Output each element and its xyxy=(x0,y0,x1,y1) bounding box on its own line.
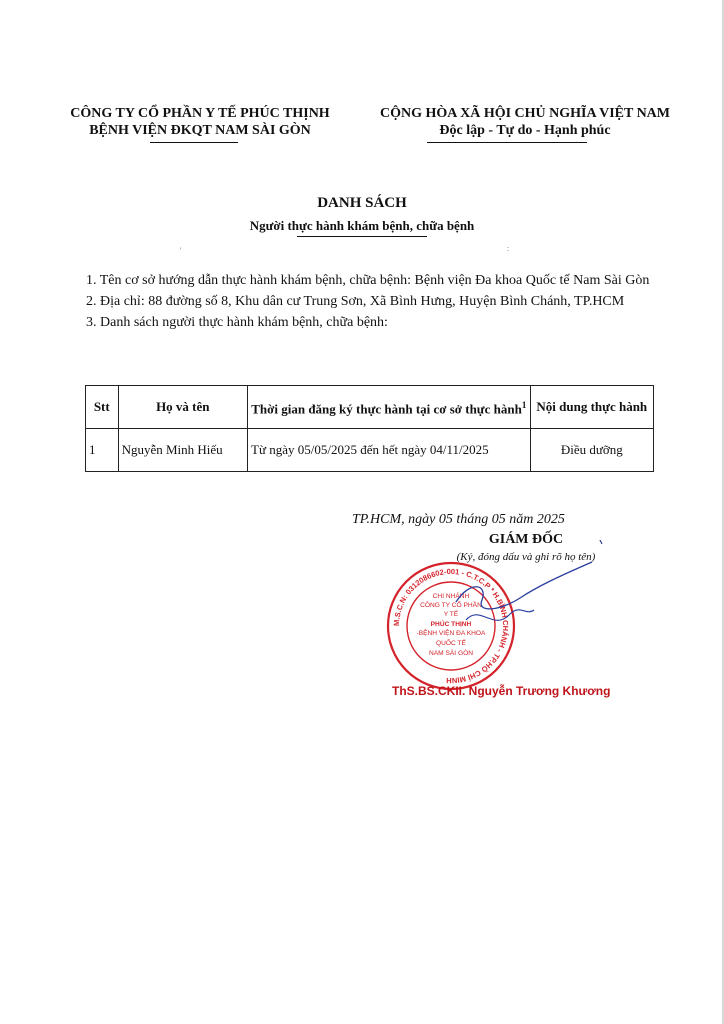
national-name: CỘNG HÒA XÃ HỘI CHỦ NGHĨA VIỆT NAM xyxy=(379,106,670,121)
signature-note: (Ký, đóng dấu và ghi rõ họ tên) xyxy=(456,551,596,563)
table-row xyxy=(86,429,654,472)
table-header-row xyxy=(86,386,654,429)
director-title: GIÁM ĐỐC xyxy=(488,532,564,547)
subtitle-underline xyxy=(297,236,427,237)
cell-time: Từ ngày 05/05/2025 đến hết ngày 04/11/2025 xyxy=(248,429,531,472)
header-time-text: Thời gian đăng ký thực hành tại cơ sở thực hành xyxy=(251,401,522,417)
header-name: Họ và tên xyxy=(118,386,247,429)
hospital-name: BỆNH VIỆN ĐKQT NAM SÀI GÒN xyxy=(89,123,311,138)
signature-stroke xyxy=(466,610,534,620)
document-subtitle: Người thực hành khám bệnh, chữa bệnh xyxy=(249,218,475,233)
national-motto: Độc lập - Tự do - Hạnh phúc xyxy=(439,123,611,138)
cell-name: Nguyễn Minh Hiếu xyxy=(118,429,247,472)
stamp-line: -BỆNH VIỆN ĐA KHOA xyxy=(416,630,486,637)
stamp-line: PHÚC THỊNH xyxy=(430,621,472,628)
organization-header xyxy=(40,105,360,139)
header-stt: Stt xyxy=(86,386,119,429)
footnote-mark: 1 xyxy=(521,399,527,410)
stamp-line: CHI NHÁNH xyxy=(432,593,470,600)
cell-content: Điều dưỡng xyxy=(530,429,653,472)
signer-name: ThS.BS.CKII. Nguyễn Trương Khương xyxy=(392,684,611,698)
list-intro-line: 3. Danh sách người thực hành khám bệnh, chữa bệnh: xyxy=(86,315,388,330)
document-title: DANH SÁCH xyxy=(317,195,407,211)
scan-mark: ' xyxy=(180,246,182,255)
header-content: Nội dung thực hành xyxy=(530,386,653,429)
handwritten-signature xyxy=(370,540,610,650)
org-underline xyxy=(150,142,238,143)
stamp-line: CÔNG TY CỔ PHẦN xyxy=(420,602,482,609)
scan-mark: : xyxy=(507,244,510,253)
company-name: CÔNG TY CỔ PHẦN Y TẾ PHÚC THỊNH xyxy=(70,106,330,121)
place-date: TP.HCM, ngày 05 tháng 05 năm 2025 xyxy=(352,512,565,527)
cell-stt: 1 xyxy=(86,429,119,472)
document-body xyxy=(86,270,666,333)
stamp-line: Y TẾ xyxy=(443,611,459,618)
practitioner-table xyxy=(85,385,654,472)
header-time xyxy=(248,386,531,429)
signature-mark xyxy=(594,540,604,544)
facility-name-line: 1. Tên cơ sở hướng dẫn thực hành khám bệnh, chữa bệnh: Bệnh viện Đa khoa Quốc tế Nam Sài Gòn xyxy=(86,273,650,288)
national-header xyxy=(350,105,700,139)
stamp-line: QUỐC TẾ xyxy=(436,640,466,647)
stamp-line: NAM SÀI GÒN xyxy=(429,650,473,657)
stamp-outer-text: M.S.C.N: 0312086602-001 - C.T.C.P * H.BÌNH CHÁNH - TP.HỒ CHÍ MINH xyxy=(391,566,511,686)
signature-stroke xyxy=(456,562,592,609)
address-line: 2. Địa chỉ: 88 đường số 8, Khu dân cư Trung Sơn, Xã Bình Hưng, Huyện Bình Chánh, TP.HCM xyxy=(86,294,625,309)
motto-underline xyxy=(427,142,587,143)
